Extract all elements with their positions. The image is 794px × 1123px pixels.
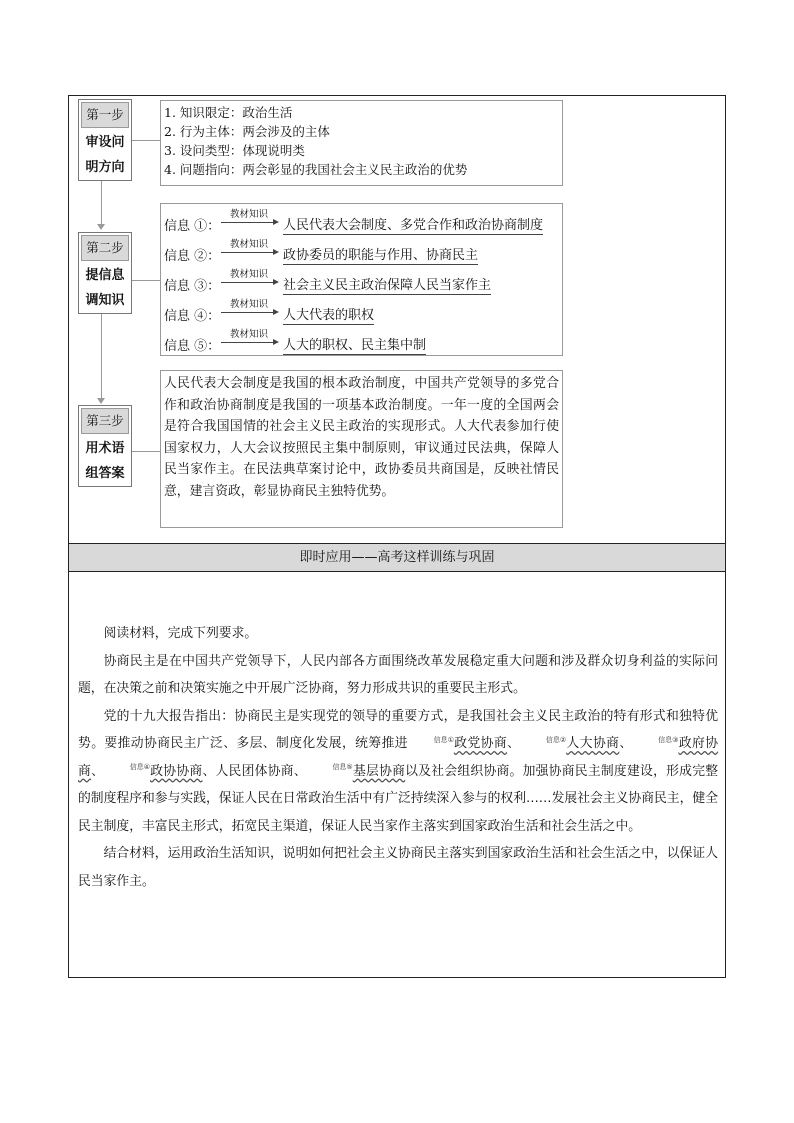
- arrow-icon: [221, 282, 277, 283]
- info-tag: 教材知识: [229, 329, 268, 340]
- marker: 信息⑤: [332, 763, 353, 772]
- question-para-3: 结合材料，运用政治生活知识，说明如何把社会主义协商民主落实到国家政治生活和社会生活之中，以保证人民当家作主。: [78, 846, 718, 889]
- step-2-box: [78, 232, 132, 314]
- marker: 信息②: [545, 735, 567, 744]
- info-text: 人大的职权、民主集中制: [283, 334, 426, 355]
- flow-arrow-1: [97, 224, 105, 230]
- question-section: [78, 620, 718, 895]
- info-tag: 教材知识: [229, 239, 268, 250]
- info-text: 政协委员的职能与作用、协商民主: [283, 244, 478, 265]
- flow-arrow-2: [97, 398, 105, 404]
- info-label: 信息 ⑤：: [164, 339, 221, 354]
- question-para-1: 协商民主是在中国共产党领导下，人民内部各方面围绕改革发展稳定重大问题和涉及群众切身利益的实际问题，在决策之前和决策实施之中开展广泛协商，努力形成共识的重要民主形式。: [78, 653, 718, 696]
- step-1-line-2: 明方向: [85, 160, 125, 175]
- step-3-box: [78, 405, 132, 487]
- step-2-connector: [132, 280, 160, 281]
- consultation-item: 政协协商: [150, 763, 203, 779]
- step-2-content: [160, 203, 563, 356]
- info-row-2: [161, 235, 562, 265]
- info-row-3: [161, 265, 562, 295]
- step-3-answer: 人民代表大会制度是我国的根本政治制度，中国共产党领导的多党合作和政治协商制度是我国的一项基本政治制度。一年一度的全国两会是符合我国国情的社会主义民主政治的实现形式。人大代表参加行使国家权力，人大会议按照民主集中制原则，审议通过民法典，保障人民当家作主。在民法典草案讨论中，政协委员共商国是，反映社情民意，建言资政，彰显协商民主独特优势。: [160, 370, 563, 528]
- info-text: 人大代表的职权: [283, 304, 374, 325]
- question-intro: 阅读材料，完成下列要求。: [103, 626, 258, 641]
- arrow-icon: [221, 312, 277, 313]
- step-1-item: 4. 问题指向：两会彰显的我国社会主义民主政治的优势: [164, 162, 468, 177]
- consultation-item: 基层协商: [352, 763, 406, 779]
- info-text: 社会主义民主政治保障人民当家作主: [283, 274, 491, 295]
- info-tag: 教材知识: [229, 269, 268, 280]
- step-3-line-1: 用术语: [85, 441, 125, 456]
- step-1-item: 2. 行为主体：两会涉及的主体: [164, 124, 330, 139]
- info-label: 信息 ④：: [164, 309, 221, 324]
- step-1-title: 第一步: [81, 102, 129, 128]
- marker: 信息④: [129, 763, 150, 772]
- arrow-icon: [221, 222, 277, 223]
- info-row-1: [161, 205, 562, 235]
- marker: 信息①: [433, 735, 454, 744]
- section-band-title: 即时应用——高考这样训练与巩固: [69, 544, 725, 571]
- step-2-line-2: 调知识: [85, 293, 125, 308]
- para-2-lead: 党的十九大报告指出：协商民主是实现党的领导的重要方式，是我国社会主义民主政治的特有形式和独特优势。要推动协商民主广泛、多层、制度化发展，统筹推进: [78, 708, 718, 751]
- consultation-item: 人大协商: [566, 736, 620, 751]
- step-3-title: 第三步: [81, 408, 129, 434]
- step-1-connector: [132, 140, 160, 141]
- separator: 、: [619, 736, 633, 751]
- info-tag: 教材知识: [229, 209, 268, 220]
- info-tag: 教材知识: [229, 299, 268, 310]
- arrow-icon: [221, 252, 277, 253]
- step-2-line-1: 提信息: [85, 268, 125, 283]
- band-bottom-rule: [68, 571, 726, 572]
- info-label: 信息 ②：: [164, 249, 221, 264]
- flow-line-1: [101, 181, 102, 224]
- step-2-title: 第二步: [81, 235, 129, 261]
- separator: 、: [91, 763, 105, 779]
- question-para-2: [78, 703, 718, 841]
- step-1-content: [160, 100, 563, 186]
- marker: 信息③: [658, 735, 679, 744]
- step-1-box: [78, 99, 132, 181]
- step-1-item: 3. 设问类型：体现说明类: [164, 143, 305, 158]
- step-1-line-1: 审设问: [85, 135, 125, 150]
- arrow-icon: [221, 342, 277, 343]
- separator: 、人民团体协商、: [202, 763, 307, 779]
- info-text: 人民代表大会制度、多党合作和政治协商制度: [283, 214, 543, 235]
- separator: 、: [507, 736, 521, 751]
- para-2-tail: 以及社会组织协商。加强协商民主制度建设，形成完整的制度程序和参与实践，保证人民在日常政治生活中有广泛持续深入参与的权利……发展社会主义协商民主，健全民主制度，丰富民主形式，拓宽民主渠道，保证人民当家作主落实到国家政治生活和社会生活之中。: [78, 763, 719, 834]
- flow-line-2: [101, 314, 102, 398]
- consultation-item: 政府协商: [78, 736, 719, 779]
- info-row-5: [161, 325, 562, 355]
- info-row-4: [161, 295, 562, 325]
- info-label: 信息 ①：: [164, 219, 221, 234]
- step-1-item: 1. 知识限定：政治生活: [164, 105, 293, 120]
- step-3-line-2: 组答案: [85, 466, 125, 481]
- info-label: 信息 ③：: [164, 279, 221, 294]
- step-3-connector: [132, 451, 160, 452]
- consultation-item: 政党协商: [453, 736, 508, 751]
